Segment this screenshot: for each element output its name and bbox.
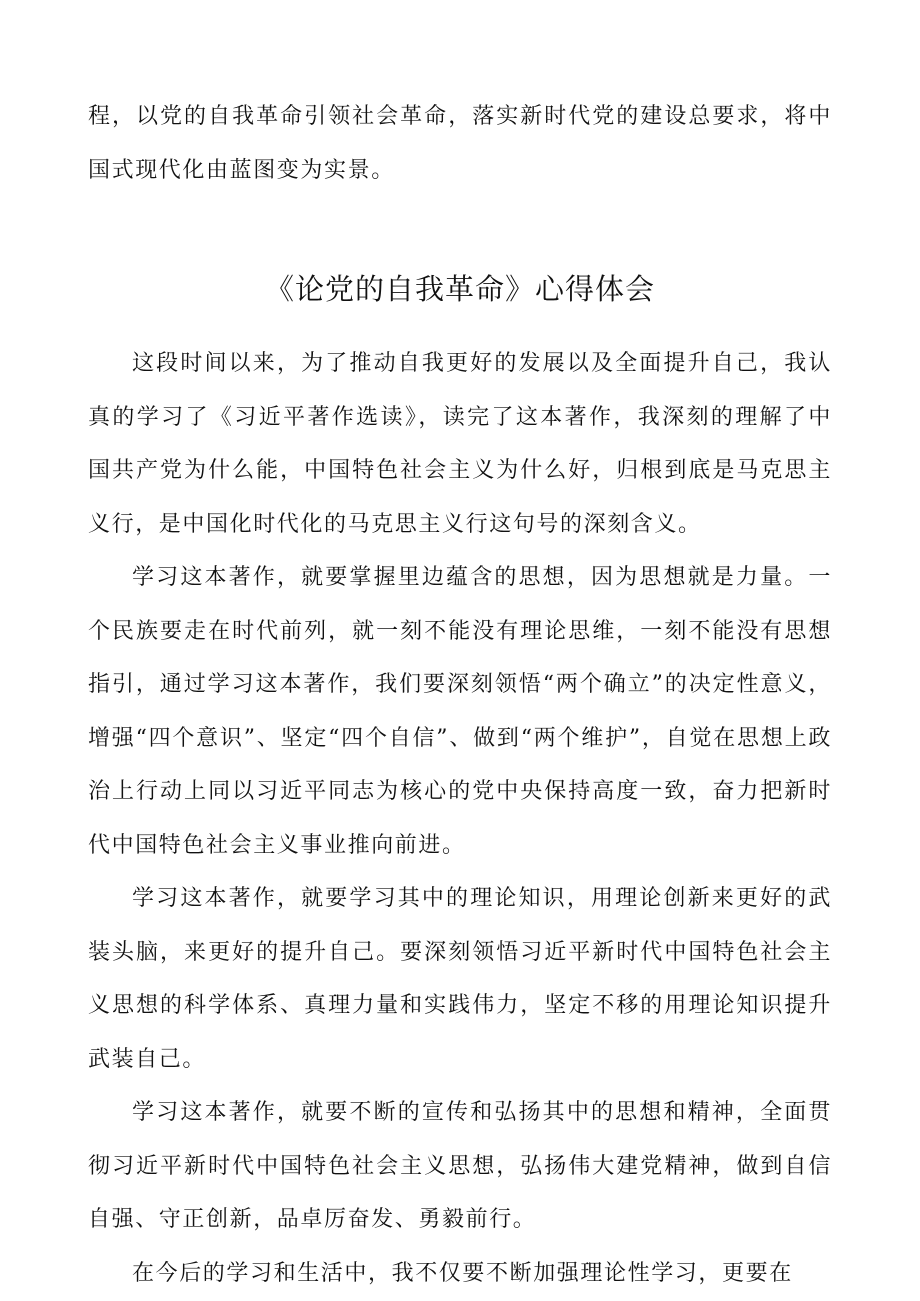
body-paragraph-4: 学习这本著作，就要不断的宣传和弘扬其中的思想和精神，全面贯彻习近平新时代中国特色社会主义思想，弘扬伟大建党精神，做到自信自强、守正创新，品卓厉奋发、勇毅前行。 xyxy=(88,1100,832,1232)
document-body xyxy=(88,337,832,1300)
continuation-section xyxy=(88,90,832,197)
body-paragraph-2: 学习这本著作，就要掌握里边蕴含的思想，因为思想就是力量。一个民族要走在时代前列，就一刻不能没有理论思维，一刻不能没有思想指引，通过学习这本著作，我们要深刻领悟“两个确立”的决定性意义，增强“四个意识”、坚定“四个自信”、做到“两个维护”，自觉在思想上政治上行动上同以习近平同志为核心的党中央保持高度一致，奋力把新时代中国特色社会主义事业推向前进。 xyxy=(88,565,832,858)
continuation-paragraph: 程，以党的自我革命引领社会革命，落实新时代党的建设总要求，将中国式现代化由蓝图变为实景。 xyxy=(88,104,832,183)
body-paragraph-5: 在今后的学习和生活中，我不仅要不断加强理论性学习，更要在 xyxy=(132,1260,793,1286)
body-paragraph-1: 这段时间以来，为了推动自我更好的发展以及全面提升自己，我认真的学习了《习近平著作选读》，读完了这本著作，我深刻的理解了中国共产党为什么能，中国特色社会主义为什么好，归根到底是马克思主义行，是中国化时代化的马克思主义行这句号的深刻含义。 xyxy=(88,351,832,537)
body-paragraph-3: 学习这本著作，就要学习其中的理论知识，用理论创新来更好的武装头脑，来更好的提升自己。要深刻领悟习近平新时代中国特色社会主义思想的科学体系、真理力量和实践伟力，坚定不移的用理论知识提升武装自己。 xyxy=(88,886,832,1072)
document-title: 《论党的自我革命》心得体会 xyxy=(264,272,655,307)
